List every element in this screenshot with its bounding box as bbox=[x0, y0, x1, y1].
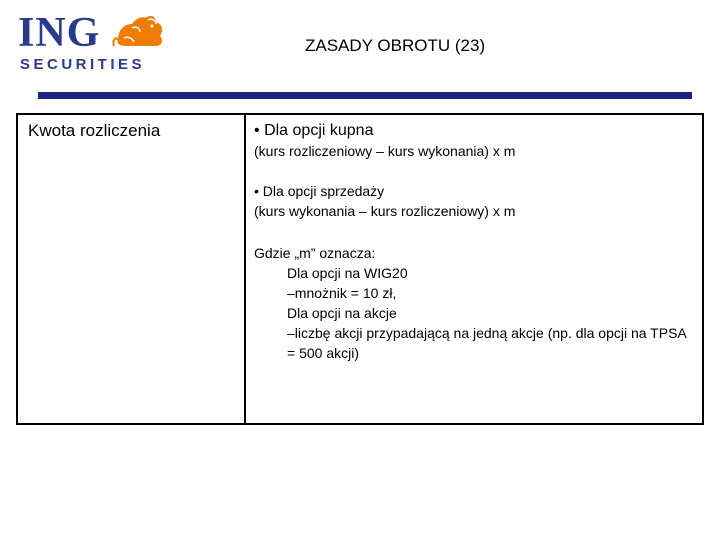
ing-securities-logo bbox=[18, 10, 178, 74]
page-title: ZASADY OBROTU (23) bbox=[305, 36, 486, 55]
put-option-formula: (kurs wykonania – kurs rozliczeniowy) x m bbox=[254, 203, 516, 219]
row-label: Kwota rozliczenia bbox=[28, 121, 161, 140]
column-divider bbox=[244, 115, 246, 423]
call-option-heading bbox=[254, 121, 694, 141]
wig20-heading: Dla opcji na WIG20 bbox=[287, 265, 408, 281]
stock-heading: Dla opcji na akcje bbox=[287, 305, 397, 321]
multiplier-intro: Gdzie „m” oznacza: bbox=[254, 245, 376, 261]
settlement-table bbox=[16, 113, 704, 425]
put-option-heading bbox=[254, 181, 694, 201]
lion-icon bbox=[112, 10, 168, 50]
settlement-content bbox=[254, 121, 694, 363]
logo-brand-text: ING bbox=[18, 10, 101, 56]
put-heading-text: Dla opcji sprzedaży bbox=[262, 183, 385, 199]
call-heading-text: Dla opcji kupna bbox=[264, 122, 374, 139]
header-divider bbox=[38, 92, 692, 99]
call-option-formula: (kurs rozliczeniowy – kurs wykonania) x m bbox=[254, 143, 516, 159]
wig20-multiplier: –mnożnik = 10 zł, bbox=[287, 285, 397, 301]
bullet-icon: • bbox=[254, 122, 260, 139]
logo-subtitle: SECURITIES bbox=[20, 56, 146, 73]
stock-multiplier: –liczbę akcji przypadającą na jedną akcje (np. dla opcji na TPSA = 500 akcji) bbox=[287, 325, 686, 361]
bullet-icon: • bbox=[254, 183, 259, 199]
